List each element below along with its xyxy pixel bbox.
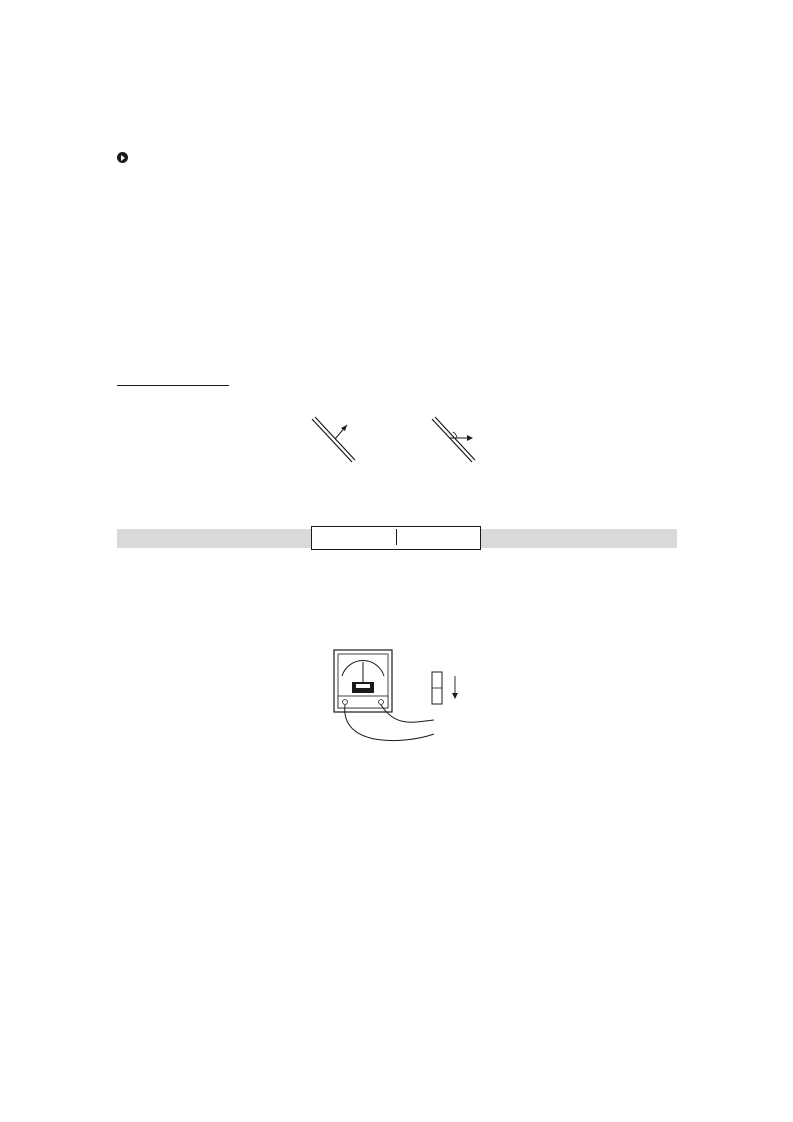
- conductor-rod-yi: [432, 417, 475, 462]
- galvanometer-coil-figure: [326, 648, 476, 758]
- figures-jia-yi: [285, 400, 495, 492]
- section-tag: [117, 148, 132, 168]
- banner-divider: [396, 529, 397, 545]
- arrow-down-icon: [452, 693, 458, 699]
- play-circle-icon: [117, 152, 128, 163]
- answer-1: [117, 498, 144, 518]
- section-banner: [311, 526, 481, 550]
- conductor-rod-jia: [312, 417, 355, 462]
- q2-stem: [117, 372, 229, 396]
- answer-blank: [117, 373, 173, 386]
- answer-blank: [173, 373, 229, 386]
